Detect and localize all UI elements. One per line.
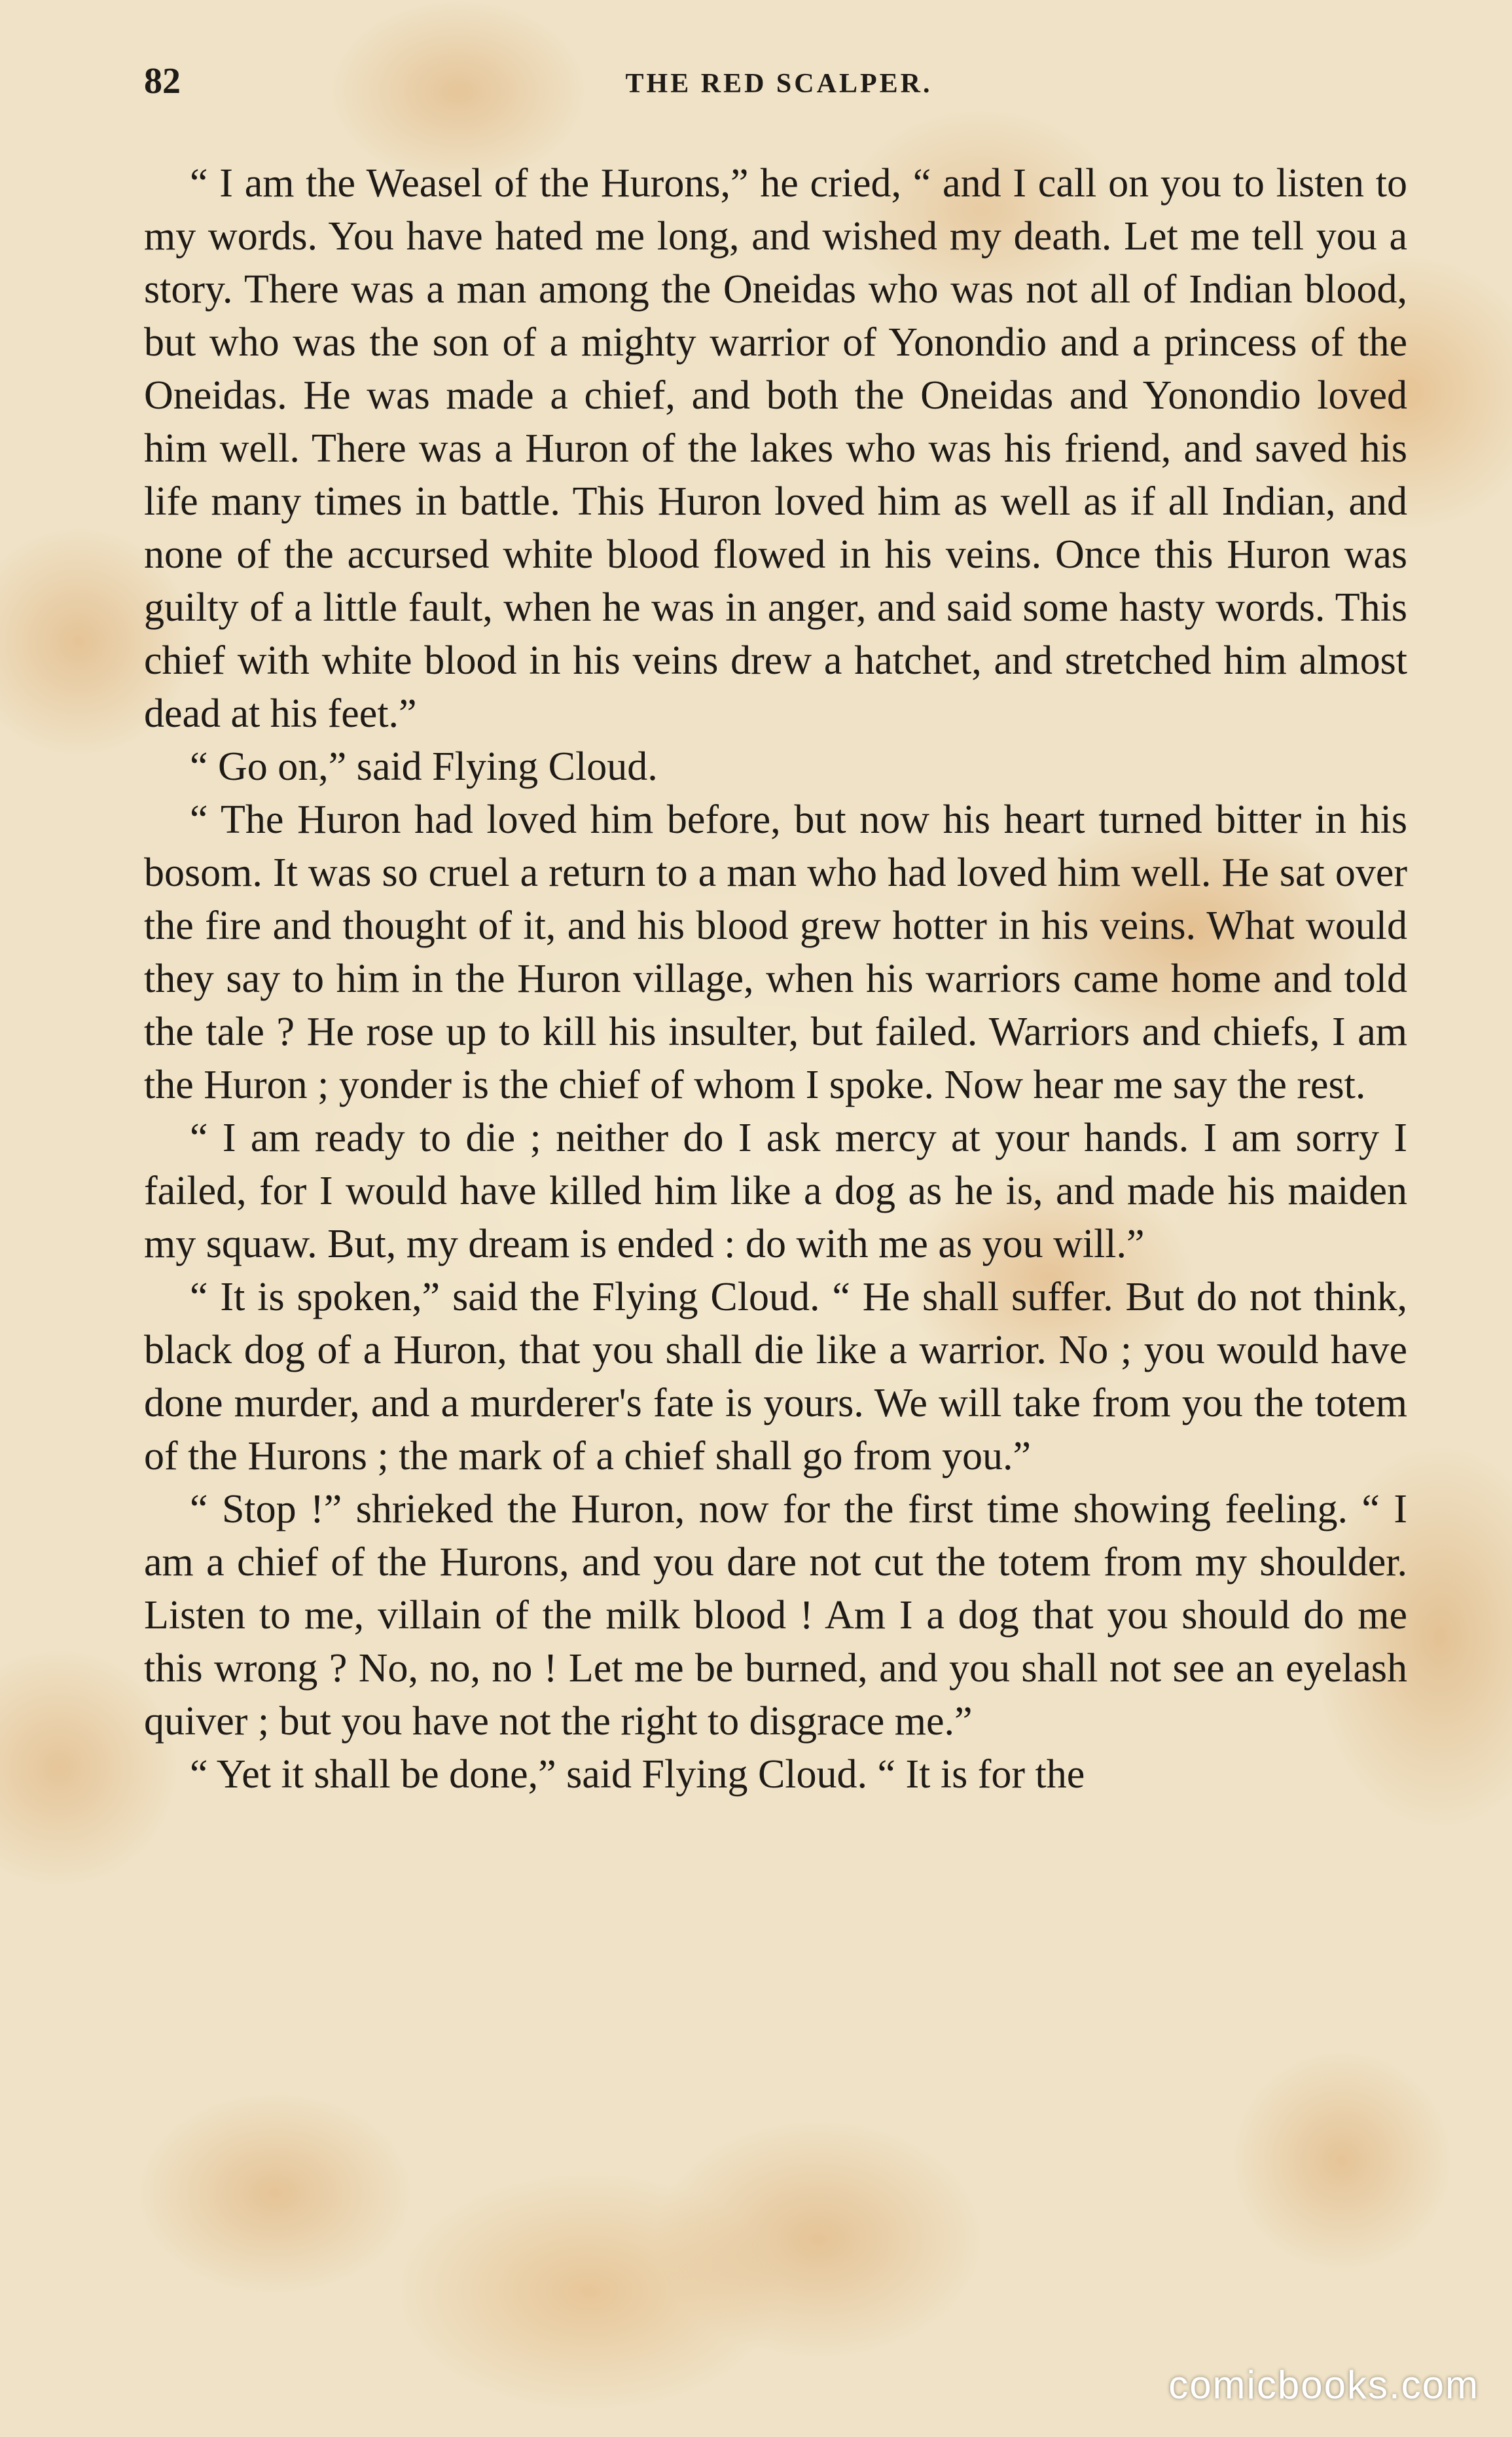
watermark: comicbooks.com [1168,2363,1479,2407]
paragraph: “ It is spoken,” said the Flying Cloud. “ He shall suffer. But do not think, black dog of a Huron, that you shall die like a warrior. No ; you would have done murder, and a murderer's fate is yours. We will take from you the totem of the Hurons ; the mark of a chief shall go from you.” [144,1275,1407,1478]
page-number: 82 [144,61,181,101]
paragraph: “ I am the Weasel of the Hurons,” he cried, “ and I call on you to listen to my words. You have hated me long, and wished my death. Let me tell you a story. There was a man among the Oneidas who was not all of Indian blood, but who was the son of a mighty warrior of Yonondio and a princess of the Oneidas. He was made a chief, and both the Oneidas and Yonondio loved him well. There was a Huron of the lakes who was his friend, and saved his life many times in battle. This Huron loved him as well as if all Indian, and none of the accursed white blood flowed in his veins. Once this Huron was guilty of a little fault, when he was in anger, and said some hasty words. This chief with white blood in his veins drew a hatchet, and stretched him almost dead at his feet.” [144,161,1407,736]
paragraph: “ Yet it shall be done,” said Flying Cloud. “ It is for the [190,1752,1085,1797]
paragraph: “ Go on,” said Flying Cloud. [190,744,658,789]
paragraph: “ I am ready to die ; neither do I ask mercy at your hands. I am sorry I failed, for I would have killed him like a dog as he is, and made his maiden my squaw. But, my dream is ended : do with me as you will.” [144,1116,1407,1266]
page-header [144,60,1414,113]
paragraph: “ Stop !” shrieked the Huron, now for the first time showing feeling. “ I am a chief of the Hurons, and you dare not cut the totem from my shoulder. Listen to me, villain of the milk blood ! Am I a dog that you should do me this wrong ? No, no, no ! Let me be burned, and you shall not see an eyelash quiver ; but you have not the right to disgrace me.” [144,1487,1407,1744]
running-title: THE RED SCALPER. [625,69,933,99]
paragraph: “ The Huron had loved him before, but now his heart turned bitter in his bosom. It was so cruel a return to a man who had loved him well. He sat over the fire and thought of it, and his blood grew hotter in his veins. What would they say to him in the Huron village, when his warriors came home and told the tale ? He rose up to kill his insulter, but failed. Warriors and chiefs, I am the Huron ; yonder is the chief of whom I spoke. Now hear me say the rest. [144,797,1407,1107]
body-text [144,157,1407,1801]
